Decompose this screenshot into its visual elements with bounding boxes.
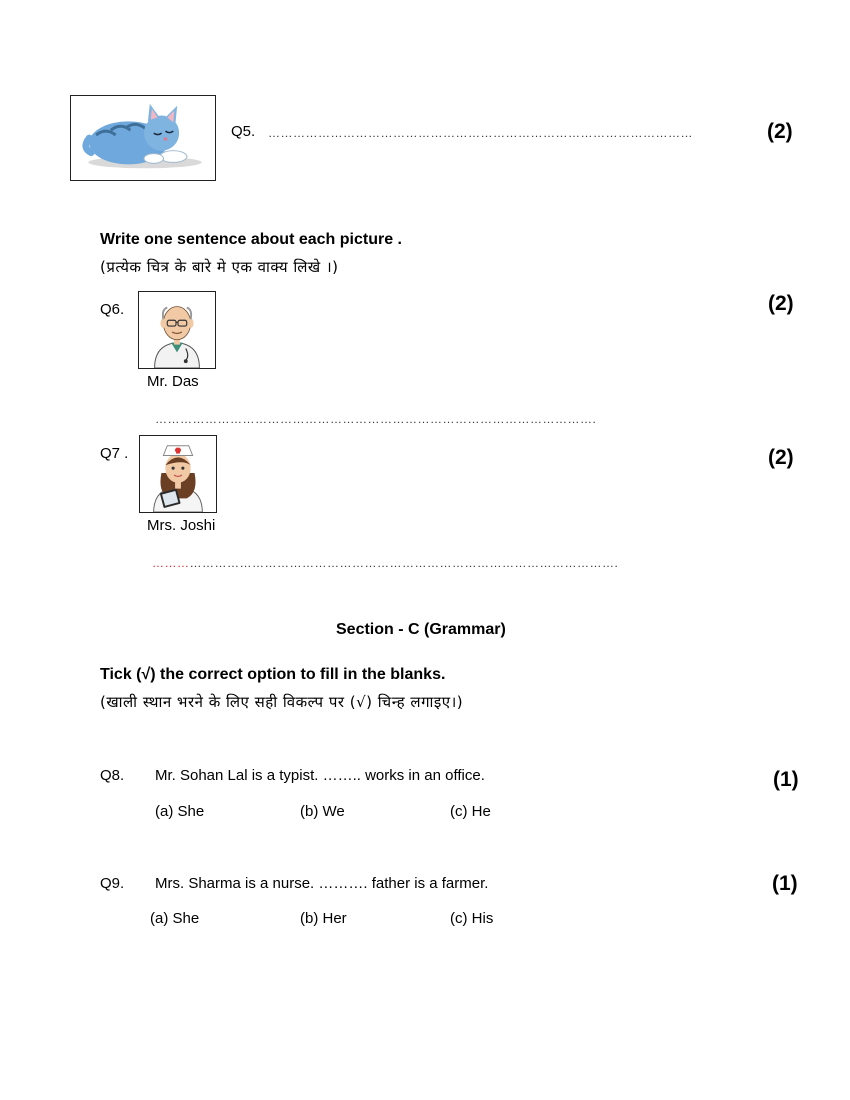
cat-picture <box>70 95 216 181</box>
q6-label: Q6. <box>100 301 125 318</box>
q7-answer-line[interactable] <box>152 556 742 570</box>
doctor-picture <box>138 291 216 369</box>
nurse-picture <box>139 435 217 513</box>
q9-option-a[interactable]: (a) She <box>150 910 200 927</box>
q8-option-a[interactable]: (a) She <box>155 803 205 820</box>
nurse-illustration <box>140 436 216 512</box>
section-c-title: Section - C (Grammar) <box>336 621 506 638</box>
q7-caption: Mrs. Joshi <box>147 517 216 534</box>
q7-answer-line-rest: …………………………………………………………………………………………. <box>189 556 619 570</box>
q6-answer-line[interactable]: ……………………………………………………………………………………………. <box>155 412 597 426</box>
q6-caption: Mr. Das <box>147 373 199 390</box>
q8-option-c[interactable]: (c) He <box>450 803 491 820</box>
section-b-heading: Write one sentence about each picture . <box>100 231 402 248</box>
q9-marks: (1) <box>772 872 798 895</box>
q5-label: Q5. <box>231 123 256 140</box>
q7-label: Q7 . <box>100 445 129 462</box>
section-c-instruction: Tick (√) the correct option to fill in the blanks. <box>100 666 446 683</box>
q9-label: Q9. <box>100 875 125 892</box>
q5-marks: (2) <box>767 120 793 143</box>
q8-marks: (1) <box>773 768 799 791</box>
q8-label: Q8. <box>100 767 125 784</box>
q7-answer-line-red: ……… <box>152 556 190 570</box>
q9-option-b[interactable]: (b) Her <box>300 910 347 927</box>
q9-option-c[interactable]: (c) His <box>450 910 494 927</box>
doctor-illustration <box>139 292 215 368</box>
section-c-instruction-hindi: (खाली स्थान भरने के लिए सही विकल्प पर (√) चिन्ह लगाइए।) <box>100 693 464 711</box>
section-b-heading-hindi: (प्रत्येक चित्र के बारे मे एक वाक्य लिखे ।) <box>100 258 339 276</box>
q8-option-b[interactable]: (b) We <box>300 803 345 820</box>
q7-marks: (2) <box>768 446 794 469</box>
q5-answer-line[interactable]: ………………………………………………………………………………………… <box>268 126 693 140</box>
q9-question: Mrs. Sharma is a nurse. ………. father is a farmer. <box>155 875 489 892</box>
q6-marks: (2) <box>768 292 794 315</box>
sleeping-cat-illustration <box>71 96 215 180</box>
q8-question: Mr. Sohan Lal is a typist. …….. works in an office. <box>155 767 485 784</box>
